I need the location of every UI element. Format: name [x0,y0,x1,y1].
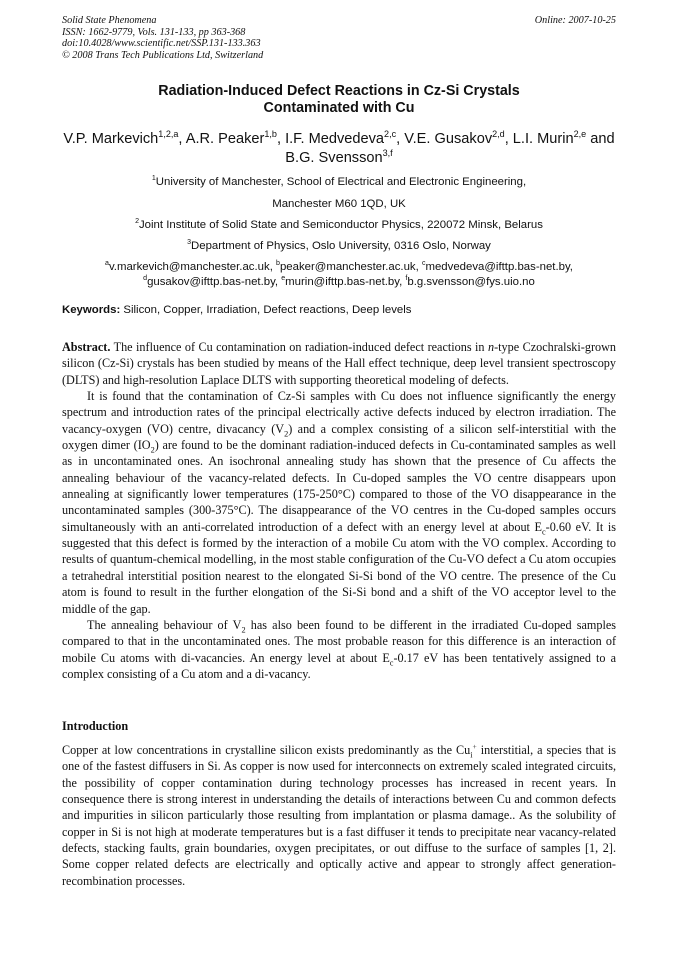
abstract-text: has also been found to be different in the irradiated Cu-doped samples compared to that in the uncontaminated ones. The most probable reason for this difference is an interaction of mobile Cu atoms with di-vacancies. An energy level at about E [62,617,616,665]
abstract-text: The annealing behaviour of V [87,617,242,632]
author-affil-mark: 2,c [384,129,397,140]
affil-number: 2 [135,218,139,226]
email-mark: e [281,275,286,283]
abstract-paragraph [62,617,616,682]
intro-text: Copper at low concentrations in crystalline silicon exists predominantly as the Cu [62,743,471,757]
email-address[interactable]: murin@ifttp.bas-net.by, [285,276,406,288]
affil-text: Department of Physics, Oslo University, 0316 Oslo, Norway [191,240,491,252]
email-address[interactable]: medvedeva@ifttp.bas-net.by, [425,261,573,273]
affiliation-1 [62,175,616,190]
email-list [62,260,616,290]
affiliation-2 [62,218,616,233]
affil-number: 1 [151,175,156,183]
superscript: + [472,741,477,751]
journal-name: Solid State Phenomena [62,15,157,26]
email-address[interactable]: gusakov@ifttp.bas-net.by, [147,276,282,288]
author-name: , I.F. Medvedeva [276,131,385,147]
paper-title [62,83,616,117]
keywords-label: Keywords: [62,304,121,316]
abstract [62,339,616,682]
author-name: and B.G. Svensson [285,131,615,166]
introduction [62,742,616,889]
email-mark: c [421,260,426,268]
journal-header [62,15,263,61]
email-address[interactable]: peaker@manchester.ac.uk, [279,261,422,273]
affil-text: University of Manchester, School of Electrical and Electronic Engineering, [155,176,527,188]
online-date: Online: 2007-10-25 [534,15,616,26]
affil-number: 3 [187,239,192,247]
abstract-text: -0.17 eV has been tentatively assigned to a complex consisting of a Cu atom and a di-vacancy. [62,650,616,681]
abstract-text: The influence of Cu contamination on radiation-induced defect reactions in [110,340,488,354]
affiliation-3 [62,239,616,254]
subscript: c [541,527,546,537]
abstract-text-italic: n [487,340,495,354]
journal-doi: doi:10.4028/www.scientific.net/SSP.131-133.363 [62,38,261,50]
subscript: c [389,657,394,667]
email-address[interactable]: b.g.svensson@fys.uio.no [407,276,535,288]
subscript: i [470,750,473,760]
intro-text: interstitial, a species that is one of the fastest diffusers in Si. As copper is now used for interconnects on extremely scaled integrated circuits, the possibility of copper contamination during technology processes has increased in recent years. In consequence there is strong interest in understanding the details of interactions between Cu and common defects and impurities in silicon particularly those resulting from implantation or plasma damage.. As the solubility of copper in Si is not high at moderate temperatures but is a fast diffuser it tends to precipitate near vacancy-related defects, stacking faults, grain boundaries, oxygen precipitates, or out diffuse to the surface of samples [1, 2]. Some copper related defects are electrically and optically active and appear to strongly affect generation-recombination processes. [62,743,616,888]
author-affil-mark: 3,f [382,148,393,159]
title-line-1: Radiation-Induced Defect Reactions in Cz-Si Crystals [158,83,520,99]
abstract-text: ) are found to be the dominant radiation-induced defects in Cu-contaminated samples as well as in uncontaminated ones. An isochronal annealing study has shown that the presence of Cu affects the annealing behaviour of the vacancy-related defects. In Cu-doped samples the VO centre disappears upon annealing at significantly lower temperatures (175-250°C) compared to those of the VO disappearance in the uncontaminated samples (300-375°C). The disappearance of the VO centres in the Cu-doped samples occurs simultaneously with an anti-correlated introduction of a defect with an energy level at about E [62,438,616,534]
subscript: 2 [241,625,246,635]
author-name: , L.I. Murin [504,131,574,147]
email-mark: f [405,275,408,283]
affiliation-1-city: Manchester M60 1QD, UK [272,198,406,210]
author-name: , V.E. Gusakov [396,131,493,147]
abstract-text: ) and a complex consisting of a silicon self-interstitial with the oxygen dimer (IO [62,421,616,453]
author-affil-mark: 1,b [264,129,277,140]
author-list [62,130,616,168]
subscript: 2 [150,445,155,455]
author-name: V.P. Markevich [63,131,159,147]
keywords [62,303,616,318]
abstract-label: Abstract. [62,340,111,354]
abstract-paragraph [62,339,616,388]
title-line-2: Contaminated with Cu [263,100,415,116]
email-mark: d [143,275,148,283]
author-name: , A.R. Peaker [178,131,265,147]
author-affil-mark: 2,d [492,129,505,140]
section-heading: Introduction [62,719,129,733]
journal-issn: ISSN: 1662-9779, Vols. 131-133, pp 363-368 [62,26,246,38]
email-mark: b [276,260,280,268]
author-affil-mark: 1,2,a [158,129,179,140]
email-mark: a [105,260,109,268]
affil-text: Joint Institute of Solid State and Semiconductor Physics, 220072 Minsk, Belarus [138,219,543,231]
abstract-text: -0.60 eV. It is suggested that this defect is formed by the interaction of a mobile Cu atom with the VO complex. According to results of quantum-chemical modelling, in the most stable configuration of the Cu-VO defect a Cu atom occupies a tetrahedral interstitial position nearest to the elongated Si-Si bond of the VO centre. The presence of the Cu atom is found to result in the further elongation of the Si-Si bond and a shift of the VO acceptor level to the middle of the gap. [62,519,617,616]
abstract-text: It is found that the contamination of Cz-Si samples with Cu does not influence significantly the energy spectrum and introduction rates of the principal electrically active defects induced by electron irradiation. The vacancy-oxygen (VO) centre, divacancy (V [62,389,616,436]
journal-copyright: © 2008 Trans Tech Publications Ltd, Switzerland [62,49,264,61]
intro-paragraph [62,742,616,889]
author-affil-mark: 2,e [573,129,587,140]
abstract-text: -type Czochralski-grown silicon (Cz-Si) crystals has been studied by means of the Hall effect technique, deep level transient spectroscopy (DLTS) and high-resolution Laplace DLTS with supporting theoretical modeling of defects. [62,340,616,387]
keywords-text: Silicon, Copper, Irradiation, Defect reactions, Deep levels [120,304,412,316]
subscript: 2 [284,429,289,439]
email-address[interactable]: v.markevich@manchester.ac.uk, [108,261,277,273]
abstract-paragraph [62,388,616,617]
